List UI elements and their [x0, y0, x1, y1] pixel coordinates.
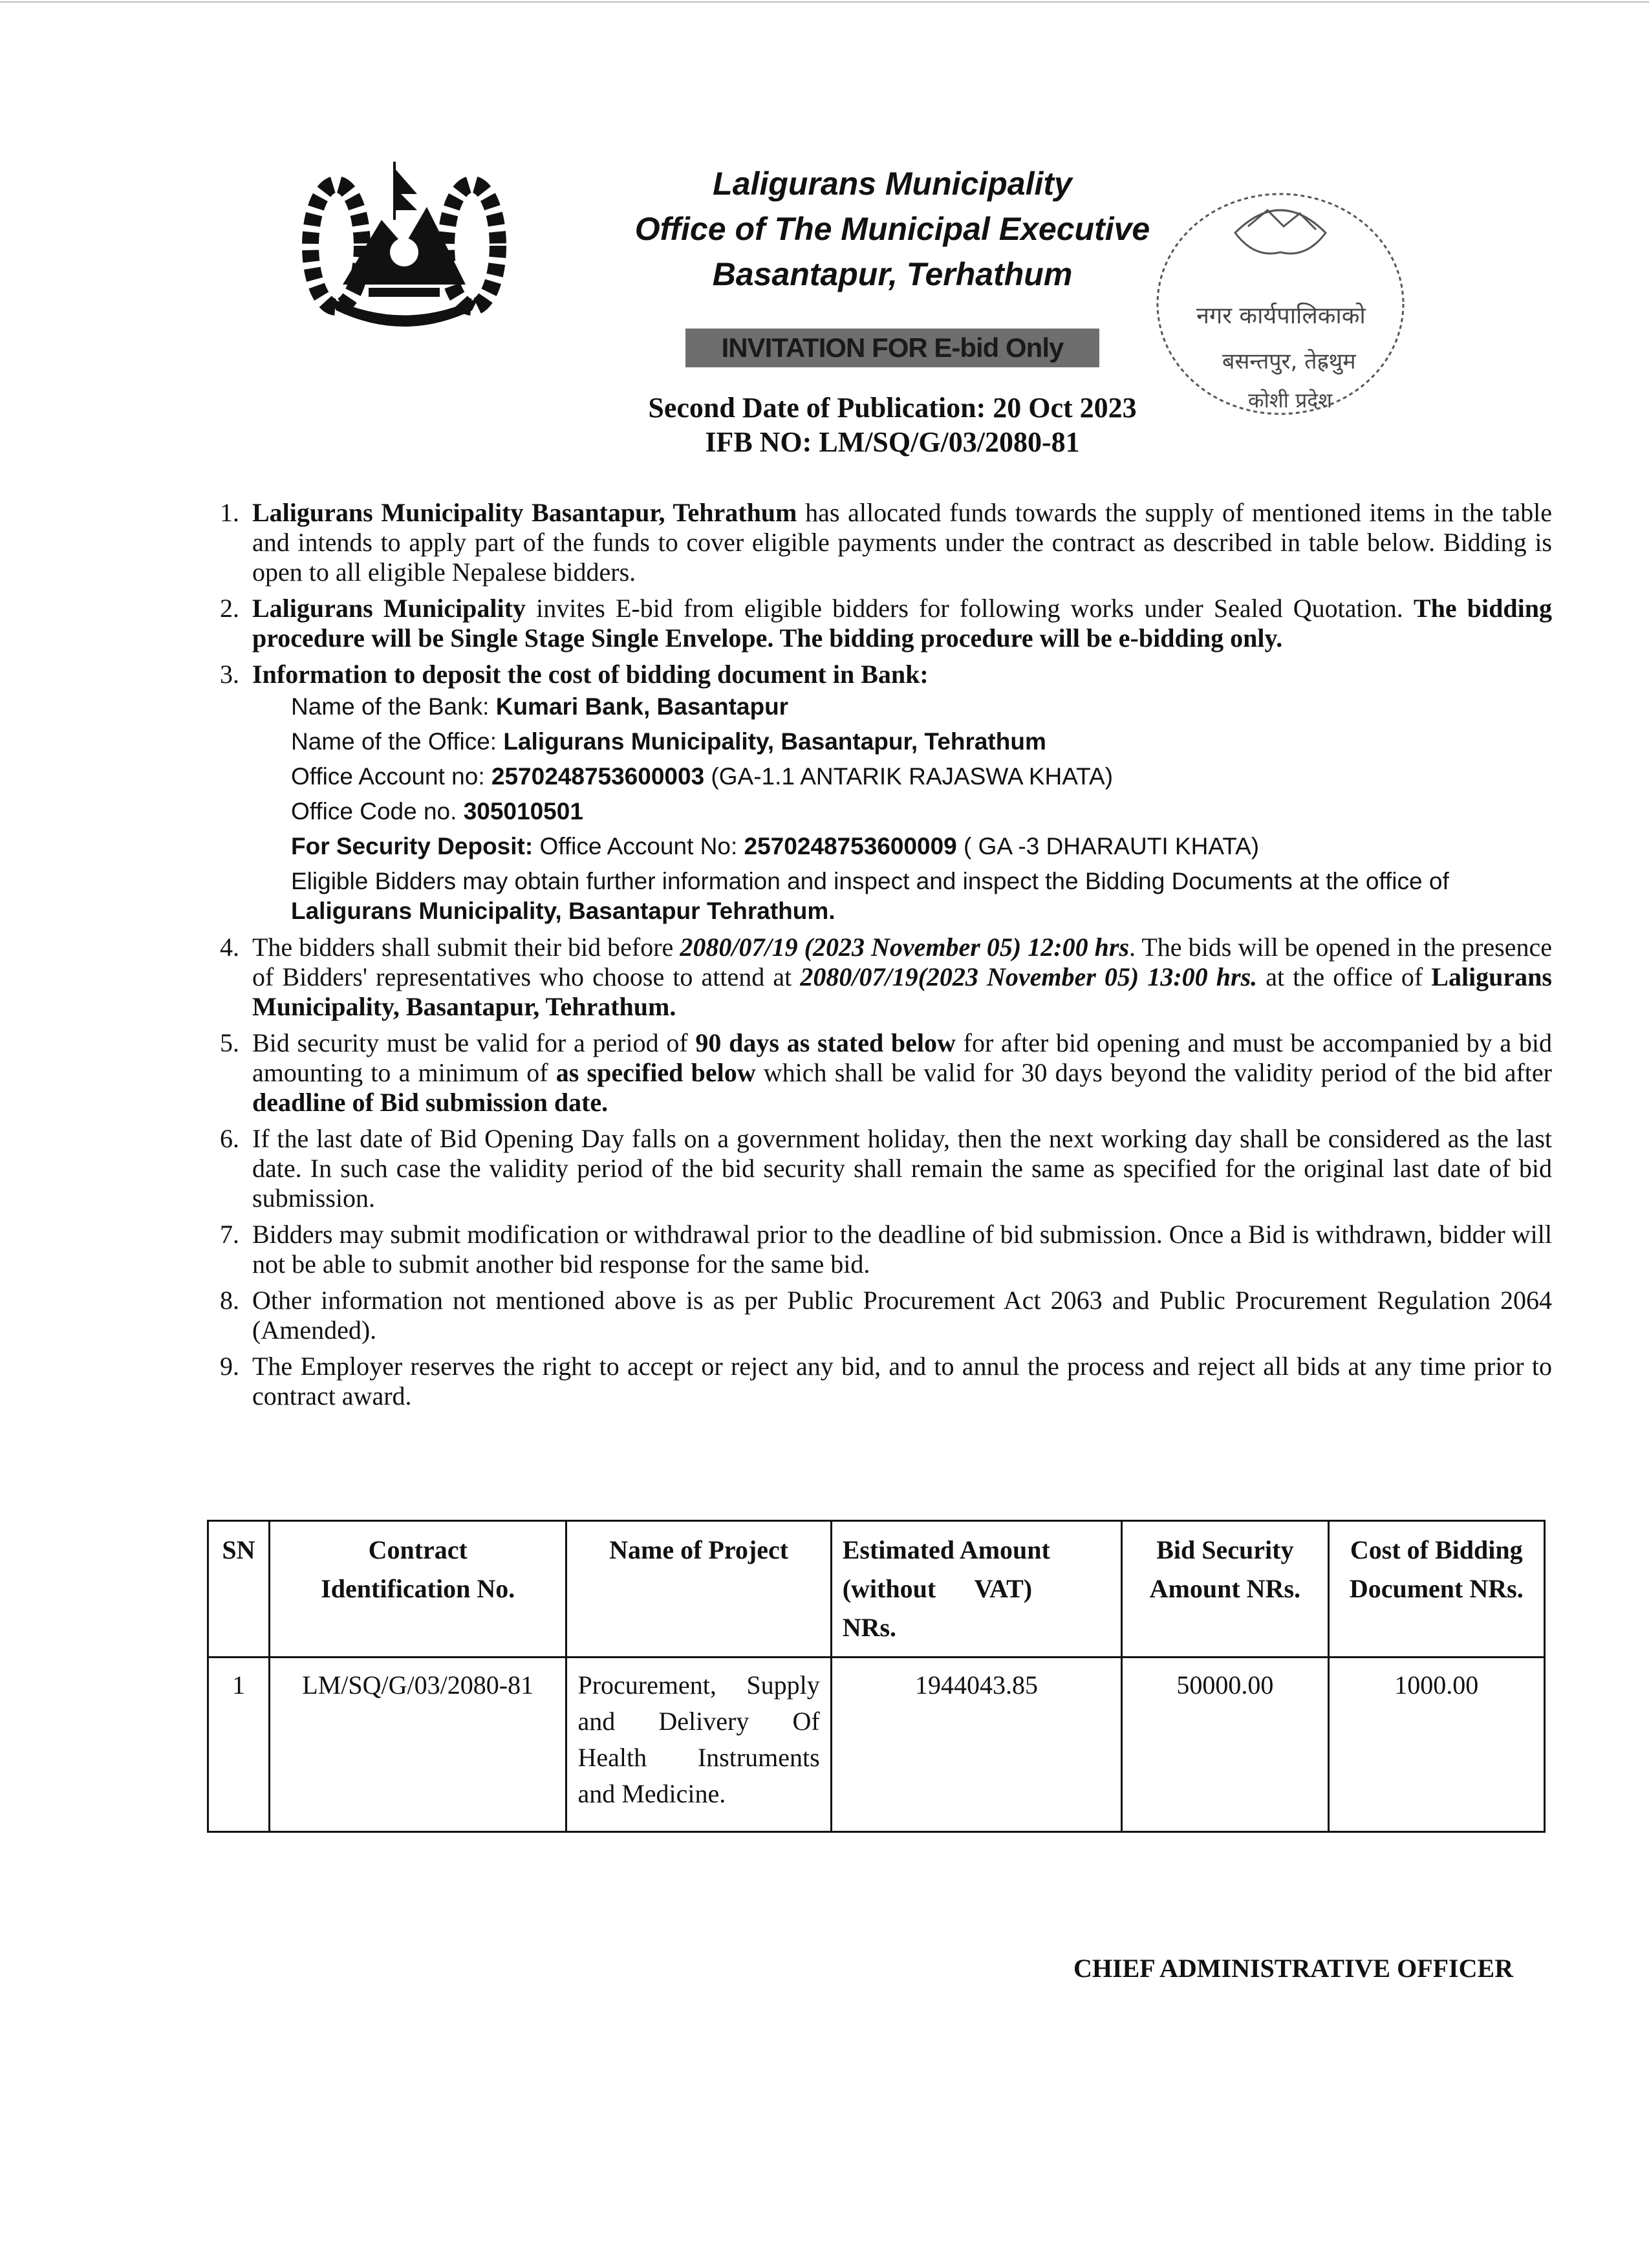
- bank-name-line: Name of the Bank: Kumari Bank, Basantapur: [291, 693, 789, 720]
- office-location: Basantapur, Terhathum: [712, 256, 1073, 292]
- clause-5: 5. Bid security must be valid for a period of 90 days as stated below for after bid opening and must be accompanied by a bid amounting to a minimum of as specified below which shall be valid for 30 days beyond the validity period of the bid after deadline of Bid submission date.: [220, 1028, 1553, 1117]
- cell-contract-id: LM/SQ/G/03/2080-81: [269, 1658, 566, 1832]
- header-project: Name of Project: [566, 1521, 831, 1658]
- header-contract-id: Contract Identification No.: [269, 1521, 566, 1658]
- security-deposit-line: For Security Deposit: Office Account No: 2570248753600009 ( GA -3 DHARAUTI KHATA): [291, 833, 1260, 859]
- header-sn: SN: [208, 1521, 270, 1658]
- eligibility-line: Eligible Bidders may obtain further information and inspect and inspect the Bidding Documents at the office of Laligurans Municipality, Basantapur Tehrathum.: [291, 868, 1449, 924]
- office-seal-stamp: [1138, 175, 1423, 446]
- bank-info-heading: Information to deposit the cost of bidding document in Bank:: [252, 660, 929, 689]
- clause-8: 8. Other information not mentioned above is as per Public Procurement Act 2063 and Public Procurement Regulation 2064 (Amended).: [220, 1286, 1552, 1345]
- table-header-row: [208, 1521, 1545, 1658]
- cell-project: Procurement, Supply and Delivery Of Health Instruments and Medicine.: [566, 1658, 831, 1832]
- nepal-emblem-icon: [297, 149, 511, 343]
- signatory-title: CHIEF ADMINISTRATIVE OFFICER: [1073, 1954, 1514, 1983]
- cell-sn: 1: [208, 1658, 270, 1832]
- seal-text-1: नगर कार्यपालिकाको: [1196, 303, 1366, 329]
- clause-7: 7. Bidders may submit modification or withdrawal prior to the deadline of bid submission. Once a Bid is withdrawn, bidder will not be able to submit another bid response for the same bid.: [220, 1220, 1552, 1279]
- cell-estimated-amount: 1944043.85: [831, 1658, 1121, 1832]
- clause-6: 6. If the last date of Bid Opening Day falls on a government holiday, then the next working day shall be considered as the last date. In such case the validity period of the bid security shall remain the same as specified for the original last date of bid submission.: [220, 1124, 1552, 1213]
- cell-bid-security: 50000.00: [1122, 1658, 1328, 1832]
- notice-body: [220, 498, 1552, 1418]
- scan-top-edge: [0, 1, 1649, 3]
- clause-3: 3. Information to deposit the cost of bidding document in Bank: Name of the Bank: Kumari Bank, Basantapur Name of the Office: Laligurans Municipality, Basantapur, Tehrathum Office Account no: 2570248753600003 (GA-1.1 ANTARIK RAJASWA KHATA) Office Code no. 305010501 For Security Deposit: Office Account No: 2570248753600009 ( GA -3 DHARAUTI KHATA) Eligible Bidders may obtain further information and inspect and inspect the Bidding Documents at the office of Laligurans Municipality, Basantapur Tehrathum.: [220, 660, 1552, 926]
- clause-2: 2. Laligurans Municipality invites E-bid from eligible bidders for following works under Sealed Quotation. The bidding procedure will be Single Stage Single Envelope. The bidding procedure will be e-bidding only.: [220, 594, 1552, 653]
- bank-info: [252, 689, 1552, 926]
- office-name: Office of The Municipal Executive: [634, 211, 1150, 247]
- clause-4: 4. The bidders shall submit their bid before 2080/07/19 (2023 November 05) 12:00 hrs. The bids will be opened in the presence of Bidders' representatives who choose to attend at 2080/07/19(2023 November 05) 13:00 hrs. at the office of Laligurans Municipality, Basantapur, Tehrathum.: [220, 933, 1552, 1021]
- office-name-line: Name of the Office: Laligurans Municipality, Basantapur, Tehrathum: [291, 728, 1046, 755]
- header-cost-of-bidding: Cost of Bidding Document NRs.: [1328, 1521, 1544, 1658]
- account-line: Office Account no: 2570248753600003 (GA-1.1 ANTARIK RAJASWA KHATA): [291, 763, 1114, 790]
- header-estimated-amount: Estimated Amount (without VAT) NRs.: [831, 1521, 1121, 1658]
- header-bid-security: Bid Security Amount NRs.: [1122, 1521, 1328, 1658]
- clause-9: 9. The Employer reserves the right to accept or reject any bid, and to annul the process and reject all bids at any time prior to contract award.: [220, 1352, 1552, 1410]
- publication-date: Second Date of Publication: 20 Oct 2023: [648, 392, 1137, 424]
- ifb-number: IFB NO: LM/SQ/G/03/2080-81: [705, 426, 1080, 458]
- table-row: [208, 1658, 1545, 1832]
- bid-details-table: [207, 1520, 1546, 1833]
- office-code-line: Office Code no. 305010501: [291, 798, 583, 825]
- clause-1: 1. Laligurans Municipality Basantapur, Tehrathum has allocated funds towards the supply of mentioned items in the table and intends to apply part of the funds to cover eligible payments under the contract as described in table below. Bidding is open to all eligible Nepalese bidders.: [220, 498, 1553, 587]
- invitation-banner: INVITATION FOR E-bid Only: [685, 329, 1099, 367]
- municipality-name: Laligurans Municipality: [713, 166, 1072, 202]
- seal-text-2: बसन्तपुर, तेह्रथुम: [1222, 349, 1356, 374]
- cell-cost-of-bidding: 1000.00: [1328, 1658, 1544, 1832]
- seal-text-3: कोशी प्रदेश: [1248, 388, 1333, 413]
